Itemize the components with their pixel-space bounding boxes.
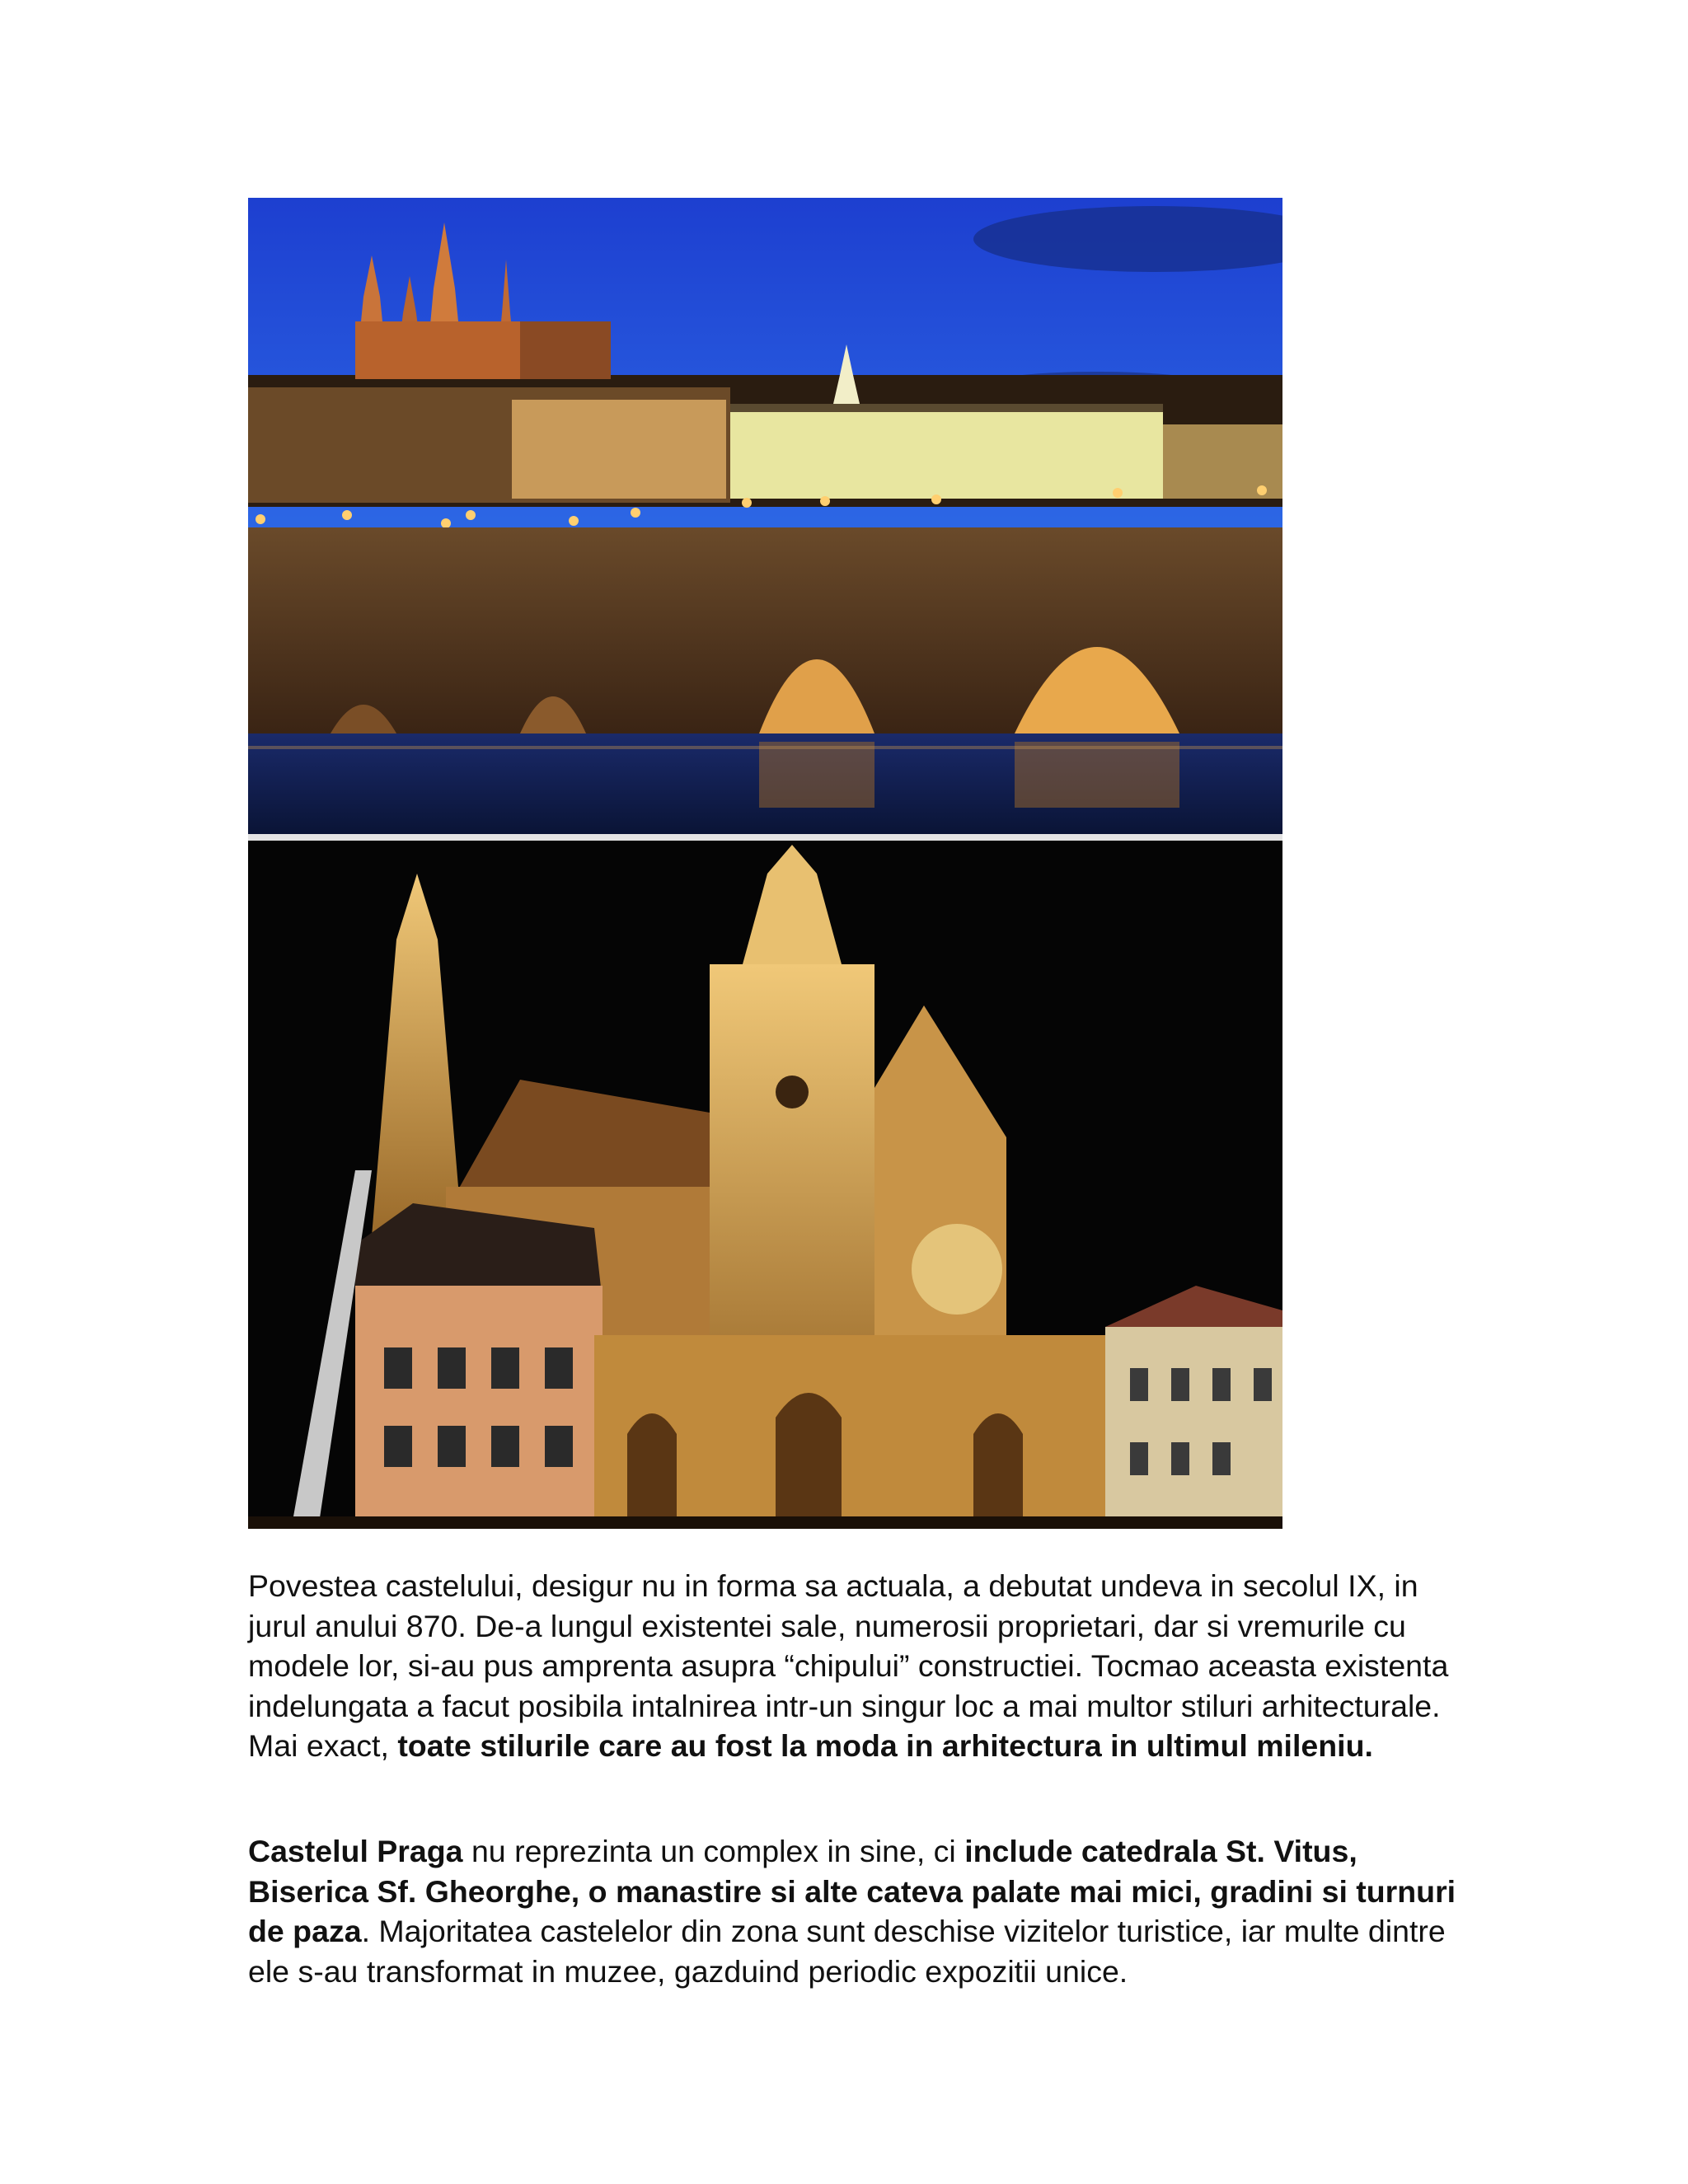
paragraph-2-bold-2: include catedrala St. Vitus, Biserica Sf. Gheorghe, o manastire si alte cateva palate mai mici, gradini si turnuri de paza <box>248 1834 1456 1948</box>
paragraph-castle-history <box>248 1566 1468 1766</box>
paragraph-2-bold-1: Castelul Praga <box>248 1834 463 1868</box>
photo-separator <box>248 834 1282 841</box>
castle-bridge-illustration <box>248 198 1282 834</box>
paragraph-castle-complex <box>248 1831 1468 1991</box>
paragraph-1-bold: toate stilurile care au fost la moda in arhitectura in ultimul mileniu. <box>397 1728 1373 1763</box>
cathedral-illustration <box>248 841 1282 1529</box>
castle-bridge-photo <box>248 198 1282 834</box>
paragraph-2-text-2: . Majoritatea castelelor din zona sunt deschise vizitelor turistice, iar multe dintre ele s-au transformat in muzee, gazduind periodic expozitii unice. <box>248 1914 1446 1989</box>
st-vitus-cathedral-photo <box>248 841 1282 1529</box>
paragraph-2-text-1: nu reprezinta un complex in sine, ci <box>462 1834 965 1868</box>
paragraph-1-text: Povestea castelului, desigur nu in forma sa actuala, a debutat undeva in secolul IX, in jurul anului 870. De-a lungul existentei sale, numerosii proprietari, dar si vremurile cu modele lor, si-au pus amprenta asupra “chipului” constructiei. Tocmao aceasta existenta indelungata a facut posibila intalnirea intr-un singur loc a mai multor stiluri arhitecturale. Mai exact, <box>248 1568 1449 1763</box>
